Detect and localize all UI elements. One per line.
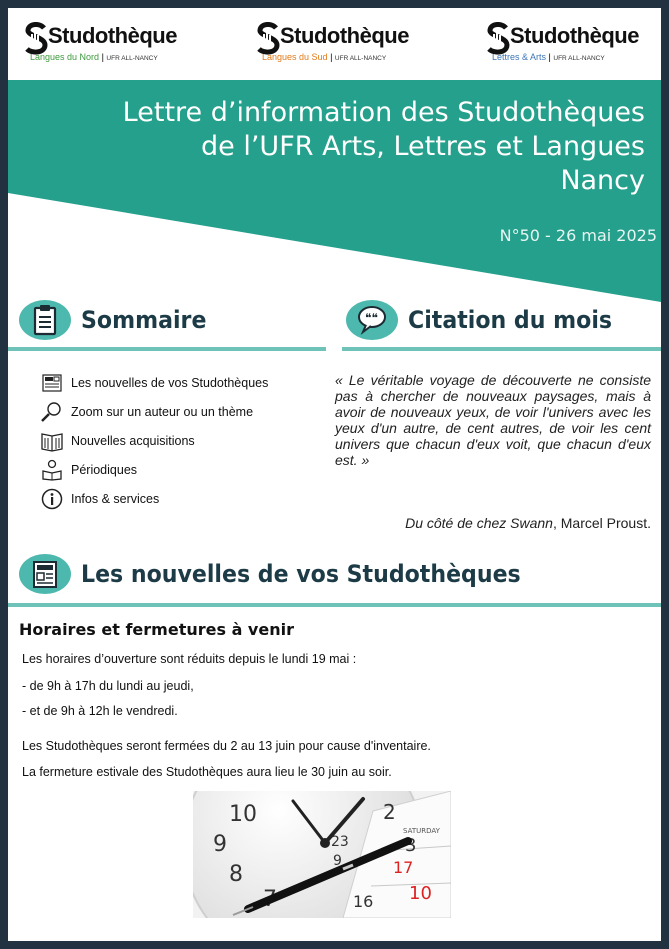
logo-place: Langues du Sud: [262, 52, 328, 62]
newspaper-icon: [19, 554, 71, 594]
logo-lettres-arts: Studothèque Lettres & Arts | UFR ALL-NANCY: [486, 22, 639, 62]
clock-number: 3: [405, 835, 417, 856]
citation-author: , Marcel Proust.: [552, 515, 651, 531]
logo-word: Studothèque: [280, 23, 409, 48]
citation-work: Du côté de chez Swann: [405, 515, 553, 531]
section-rule: [8, 347, 326, 351]
body-text: Les horaires d’ouverture sont réduits depuis le lundi 19 mai :: [22, 652, 357, 666]
sommaire-item-acquisitions[interactable]: [40, 426, 268, 455]
sommaire-item-label: Périodiques: [71, 462, 138, 477]
section-title: Les nouvelles de vos Studothèques: [81, 560, 521, 588]
logo-place: Lettres & Arts: [492, 52, 547, 62]
body-text: La fermeture estivale des Studothèques aura lieu le 30 juin au soir.: [22, 765, 392, 779]
calendar-number: 17: [393, 858, 414, 877]
logo-place: Langues du Nord: [30, 52, 100, 62]
sommaire-item-zoom[interactable]: [40, 397, 268, 426]
studotheque-logo-icon: [486, 22, 512, 56]
logo-ufr: UFR ALL-NANCY: [106, 55, 158, 62]
section-title: Sommaire: [81, 306, 207, 334]
issue-number: N°50 - 26 mai 2025: [499, 226, 657, 245]
open-book-icon: [40, 430, 64, 452]
section-rule: [342, 347, 661, 351]
info-icon: [40, 488, 64, 510]
clock-calendar-photo: [193, 791, 451, 918]
logo-langues-sud: Studothèque Langues du Sud | UFR ALL-NANCY: [256, 22, 409, 62]
clock-number: 10: [229, 802, 257, 827]
title-line: de l’UFR Arts, Lettres et Langues: [201, 131, 645, 162]
title-line: Lettre d’information des Studothèques: [122, 97, 645, 128]
newsletter-page: [8, 8, 661, 941]
section-rule: [8, 603, 661, 607]
calendar-number: 9: [333, 853, 342, 869]
sommaire-list: [40, 368, 268, 513]
clock-number: 9: [213, 832, 227, 857]
magnifier-icon: [40, 401, 64, 423]
reader-icon: [40, 459, 64, 481]
calendar-number: 23: [331, 834, 349, 850]
calendar-day-label: SATURDAY: [403, 827, 440, 835]
citation-text: « Le véritable voyage de découverte ne consiste pas à chercher de nouveaux paysages, mais à avoir de nouveaux yeux, de voir l'univers avec les yeux d'un autre, de cent autres, de voir les cent univers que chacun d'eux voit, que chacun d'eux est. »: [335, 372, 651, 468]
clock-number: 8: [229, 862, 243, 887]
title-line: Nancy: [560, 165, 645, 196]
body-text: - et de 9h à 12h le vendredi.: [22, 704, 178, 718]
studotheque-logo-icon: [256, 22, 282, 56]
sommaire-item-periodiques[interactable]: [40, 455, 268, 484]
logo-word: Studothèque: [510, 23, 639, 48]
clock-number: 2: [383, 800, 396, 824]
logo-ufr: UFR ALL-NANCY: [334, 55, 387, 62]
newspaper-icon: [40, 372, 64, 394]
newsletter-title: [25, 96, 645, 198]
speech-bubble-icon: [346, 300, 398, 340]
calendar-number: 10: [409, 883, 432, 904]
sommaire-item-label: Les nouvelles de vos Studothèques: [71, 375, 269, 390]
logo-bar: [8, 8, 661, 80]
logo-langues-nord: Studothèque Langues du Nord | UFR ALL-NANCY: [24, 22, 177, 62]
nouvelles-heading: [19, 554, 559, 594]
svg-text:❝❝: ❝❝: [365, 311, 378, 325]
logo-ufr: UFR ALL-NANCY: [553, 55, 605, 62]
sommaire-item-label: Nouvelles acquisitions: [71, 433, 195, 448]
citation-heading: [346, 300, 630, 340]
body-text: - de 9h à 17h du lundi au jeudi,: [22, 679, 194, 693]
calendar-number: 16: [353, 892, 374, 911]
citation-source: [405, 515, 651, 531]
sommaire-item-nouvelles[interactable]: [40, 368, 268, 397]
sommaire-heading: [19, 300, 217, 340]
sommaire-item-label: Infos & services: [71, 491, 160, 506]
sommaire-item-infos[interactable]: [40, 484, 268, 513]
body-text: Les Studothèques seront fermées du 2 au 13 juin pour cause d'inventaire.: [22, 739, 431, 753]
section-title: Citation du mois: [408, 306, 613, 334]
clipboard-icon: [19, 300, 71, 340]
sommaire-item-label: Zoom sur un auteur ou un thème: [71, 404, 254, 419]
studotheque-logo-icon: [24, 22, 50, 56]
horaires-subtitle: Horaires et fermetures à venir: [19, 620, 294, 639]
logo-word: Studothèque: [48, 23, 177, 48]
